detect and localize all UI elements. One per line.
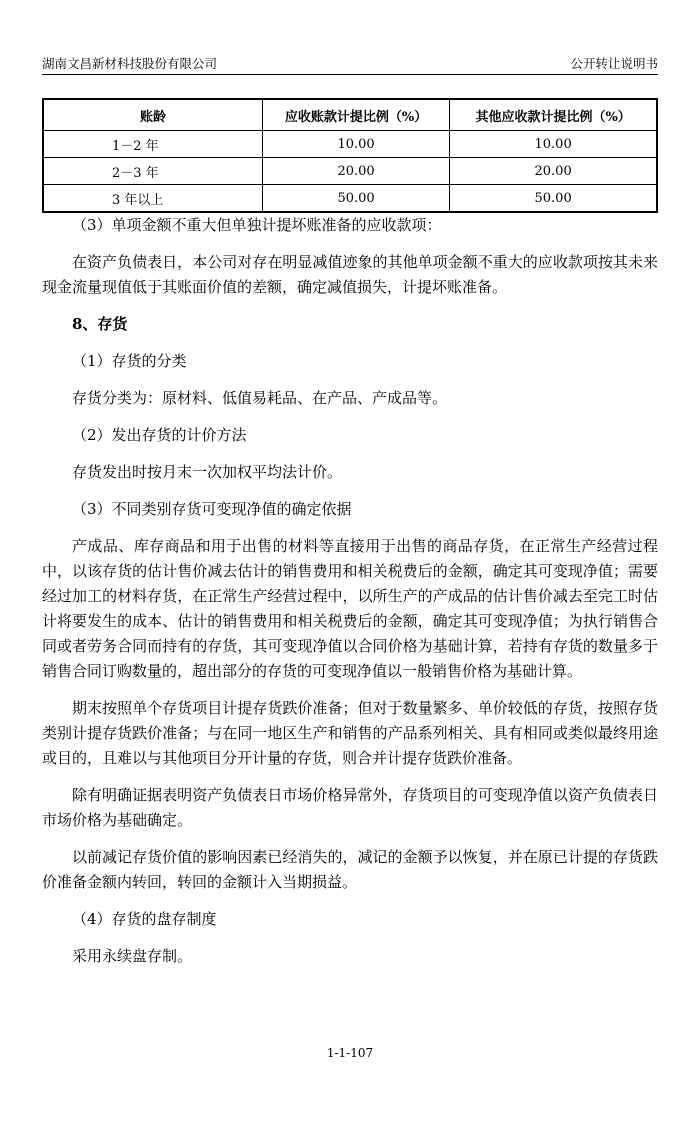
section8-heading: 8、存货 [72, 315, 128, 333]
table-cell: 50.00 [450, 185, 657, 213]
table-row [43, 185, 657, 213]
table-cell: 20.00 [450, 158, 657, 185]
company-name: 湖南文昌新材科技股份有限公司 [42, 56, 218, 71]
table-row [43, 131, 657, 158]
table-cell: 3 年以上 [43, 185, 262, 213]
table-cell: 50.00 [262, 185, 449, 213]
table-cell: 20.00 [262, 158, 449, 185]
net-realizable-value-heading: （3）不同类别存货可变现净值的确定依据 [72, 500, 352, 518]
column-header-receivable-ratio: 应收账款计提比例（%） [262, 99, 449, 131]
inventory-pricing-heading: （2）发出存货的计价方法 [72, 426, 247, 444]
inventory-count-paragraph: 采用永续盘存制。 [72, 947, 193, 965]
document-title: 公开转让说明书 [570, 56, 658, 71]
table-cell: 2－3 年 [43, 158, 262, 185]
inventory-count-heading: （4）存货的盘存制度 [72, 910, 217, 928]
net-realizable-value-paragraph-1: 产成品、库存商品和用于出售的材料等直接用于出售的商品存货，在正常生产经营过程中，以该存货的估计售价减去估计的销售费用和相关税费后的金额，确定其可变现净值；需要经过加工的材料存货，在正常生产经营过程中，以所生产的产成品的估计售价减去至完工时估计将要发生的成本、估计的销售费用和相关税费后的金额，确定其可变现净值；为执行销售合同或者劳务合同而持有的存货，其可变现净值以合同价格为基础计算，若持有存货的数量多于销售合同订购数量的，超出部分的存货的可变现净值以一般销售价格为基础计算。 [42, 537, 658, 680]
table-row [43, 158, 657, 185]
aging-ratio-table [42, 98, 658, 213]
inventory-classification-paragraph: 存货分类为：原材料、低值易耗品、在产品、产成品等。 [72, 389, 448, 407]
net-realizable-value-paragraph-4: 以前减记存货价值的影响因素已经消失的，减记的金额予以恢复，并在原已计提的存货跌价准备金额内转回，转回的金额计入当期损益。 [42, 848, 658, 891]
table-cell: 1－2 年 [43, 131, 262, 158]
net-realizable-value-paragraph-3: 除有明确证据表明资产负债表日市场价格异常外，存货项目的可变现净值以资产负债表日市场价格为基础确定。 [42, 786, 658, 829]
item3-paragraph: 在资产负债表日，本公司对存在明显减值迹象的其他单项金额不重大的应收款项按其未来现金流量现值低于其账面价值的差额，确定减值损失，计提坏账准备。 [42, 253, 658, 296]
inventory-classification-heading: （1）存货的分类 [72, 352, 187, 370]
table-cell: 10.00 [450, 131, 657, 158]
table-cell: 10.00 [262, 131, 449, 158]
inventory-pricing-paragraph: 存货发出时按月末一次加权平均法计价。 [72, 463, 343, 481]
page-number: 1-1-107 [326, 1046, 374, 1060]
item3-heading: （3）单项金额不重大但单独计提坏账准备的应收款项： [72, 216, 442, 234]
net-realizable-value-paragraph-2: 期末按照单个存货项目计提存货跌价准备；但对于数量繁多、单价较低的存货，按照存货类别计提存货跌价准备；与在同一地区生产和销售的产品系列相关、具有相同或类似最终用途或目的，且难以与其他项目分开计量的存货，则合并计提存货跌价准备。 [42, 699, 658, 767]
page-header [42, 52, 658, 75]
table-header-row [43, 99, 657, 131]
column-header-age: 账龄 [43, 99, 262, 131]
page-body [42, 213, 658, 981]
column-header-other-receivable-ratio: 其他应收款计提比例（%） [450, 99, 657, 131]
